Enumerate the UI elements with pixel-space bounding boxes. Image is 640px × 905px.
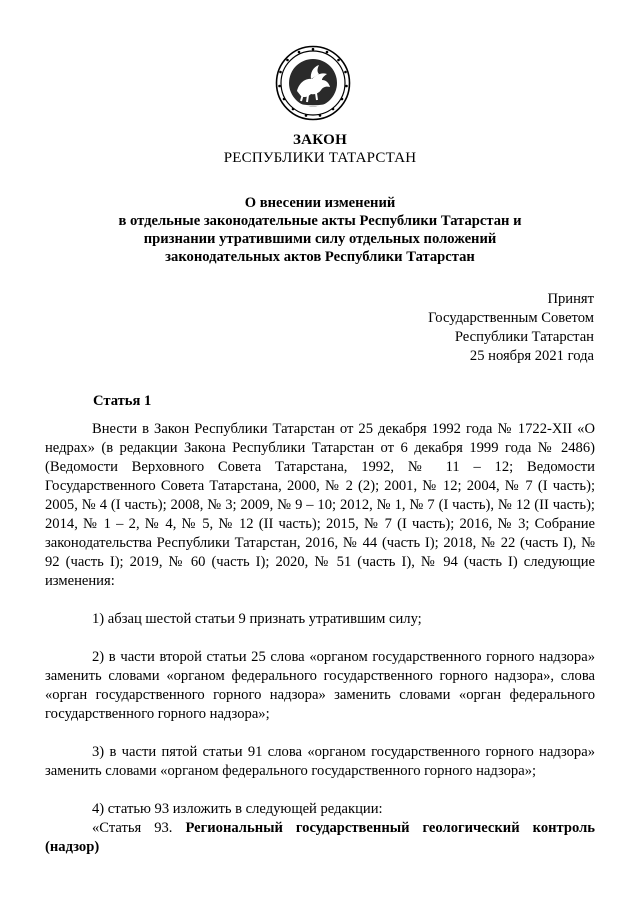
law-title-line: О внесении изменений	[244, 195, 396, 211]
republic-heading: РЕСПУБЛИКИ ТАТАРСТАН	[223, 150, 417, 166]
article-body	[45, 420, 595, 857]
quoted-article-heading	[45, 819, 595, 857]
adoption-date: 25 ноября 2021 года	[469, 348, 594, 364]
adoption-line: Принят	[547, 291, 594, 307]
quoted-article-number: «Статья 93.	[92, 820, 173, 836]
article-item-4: 4) статью 93 изложить в следующей редакции:	[92, 801, 383, 817]
article-item-1: 1) абзац шестой статьи 9 признать утратившим силу;	[92, 611, 422, 627]
law-title-line: в отдельные законодательные акты Республики Татарстан и	[118, 213, 522, 229]
law-heading: ЗАКОН	[292, 132, 348, 148]
tatarstan-emblem-icon	[275, 45, 351, 121]
article-item-2: 2) в части второй статьи 25 слова «органом государственного горного надзора» заменить словами «органом федерального государственного горного надзора», слова «орган государственного горного надзора» заменить словами «орган федерального государственного горного надзора»;	[45, 649, 595, 722]
article-item-3: 3) в части пятой статьи 91 слова «органом государственного горного надзора» заменить словами «органом федерального государственного горного надзора»;	[45, 744, 595, 779]
law-title-line: законодательных актов Республики Татарстан	[165, 249, 475, 265]
law-title	[80, 194, 560, 266]
quoted-article-title: Региональный государственный геологический контроль (надзор)	[45, 820, 595, 855]
article-intro-paragraph: Внести в Закон Республики Татарстан от 25 декабря 1992 года № 1722-XII «О недрах» (в редакции Закона Республики Татарстан от 6 декабря 1999 года № 2486) (Ведомости Верховного Совета Татарстана, 1992, № 11 – 12; Ведомости Государственного Совета Татарстана, 2000, № 2 (2); 2001, № 12; 2004, № 7 (I часть); 2005, № 4 (I часть); 2008, № 3; 2009, № 9 – 10; 2012, № 1, № 7 (I часть), № 12 (II часть); 2014, № 1 – 2, № 4, № 5, № 12 (II часть); 2015, № 7 (I часть); 2016, № 3; Собрание законодательства Республики Татарстан, 2016, № 44 (часть I); 2018, № 22 (часть I), № 92 (часть I); 2019, № 60 (часть I); 2020, № 51 (часть I), № 94 (часть I) следующие изменения:	[45, 421, 595, 589]
adoption-block	[428, 290, 594, 366]
article-heading: Статья 1	[93, 393, 152, 409]
adoption-line: Республики Татарстан	[454, 329, 594, 345]
adoption-line: Государственным Советом	[428, 310, 594, 326]
law-title-line: признании утратившими силу отдельных положений	[143, 231, 497, 247]
